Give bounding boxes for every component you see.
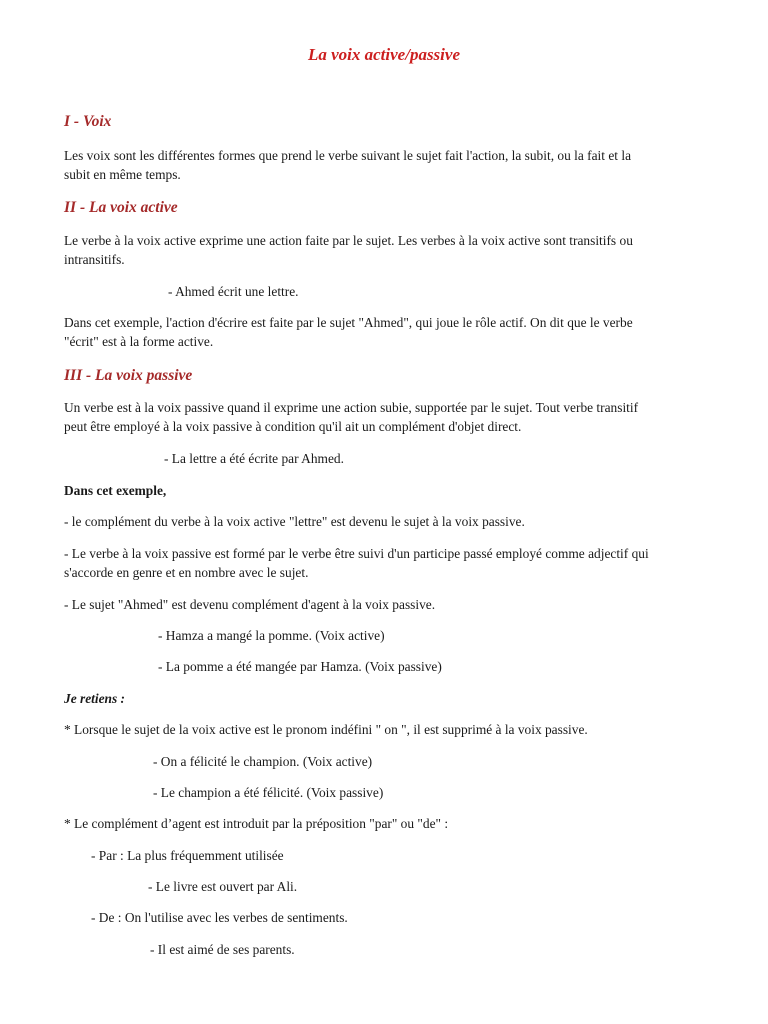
retiens-label: Je retiens :: [64, 691, 125, 706]
paragraph-line: "écrit" est à la forme active.: [64, 334, 214, 349]
list-item: - Par : La plus fréquemment utilisée: [91, 848, 284, 863]
paragraph-line: intransitifs.: [64, 252, 125, 267]
paragraph-line: * Lorsque le sujet de la voix active est le pronom indéfini " on ", il est supprimé à la voix passive.: [64, 722, 588, 737]
paragraph-line: subit en même temps.: [64, 167, 181, 182]
paragraph-line: Un verbe est à la voix passive quand il exprime une action subie, supportée par le sujet. Tout verbe transitif: [64, 400, 639, 415]
example-line: - On a félicité le champion. (Voix active): [153, 754, 373, 769]
paragraph-line: Le verbe à la voix active exprime une action faite par le sujet. Les verbes à la voix active sont transitifs ou: [64, 233, 633, 248]
paragraph-line: - le complément du verbe à la voix active "lettre" est devenu le sujet à la voix passive.: [64, 514, 525, 529]
paragraph-line: Dans cet exemple, l'action d'écrire est faite par le sujet "Ahmed", qui joue le rôle actif. On dit que le verbe: [64, 315, 633, 330]
section-heading-voix: I - Voix: [64, 113, 112, 130]
example-line: - Le livre est ouvert par Ali.: [148, 879, 298, 894]
section-heading-voix-passive: III - La voix passive: [64, 367, 193, 384]
paragraph-line: - Le sujet "Ahmed" est devenu complément d'agent à la voix passive.: [64, 597, 436, 612]
example-line: - La lettre a été écrite par Ahmed.: [164, 451, 344, 466]
paragraph-line: s'accorde en genre et en nombre avec le sujet.: [64, 565, 309, 580]
example-line: - Il est aimé de ses parents.: [150, 942, 295, 957]
page-title: La voix active/passive: [307, 45, 460, 64]
paragraph-line: * Le complément d’agent est introduit par la préposition "par" ou "de" :: [64, 816, 449, 831]
example-line: - Hamza a mangé la pomme. (Voix active): [158, 628, 385, 643]
example-line: - Ahmed écrit une lettre.: [168, 284, 299, 299]
paragraph-line: - Le verbe à la voix passive est formé par le verbe être suivi d'un participe passé employé comme adjectif qui: [64, 546, 649, 561]
paragraph-line: peut être employé à la voix passive à condition qu'il ait un complément d'objet direct.: [64, 419, 522, 434]
example-line: - La pomme a été mangée par Hamza. (Voix passive): [158, 659, 442, 674]
bold-label: Dans cet exemple,: [64, 483, 167, 498]
list-item: - De : On l'utilise avec les verbes de sentiments.: [91, 910, 348, 925]
paragraph-line: Les voix sont les différentes formes que prend le verbe suivant le sujet fait l'action, la subit, ou la fait et la: [64, 148, 632, 163]
section-heading-voix-active: II - La voix active: [64, 199, 178, 216]
example-line: - Le champion a été félicité. (Voix passive): [153, 785, 384, 800]
